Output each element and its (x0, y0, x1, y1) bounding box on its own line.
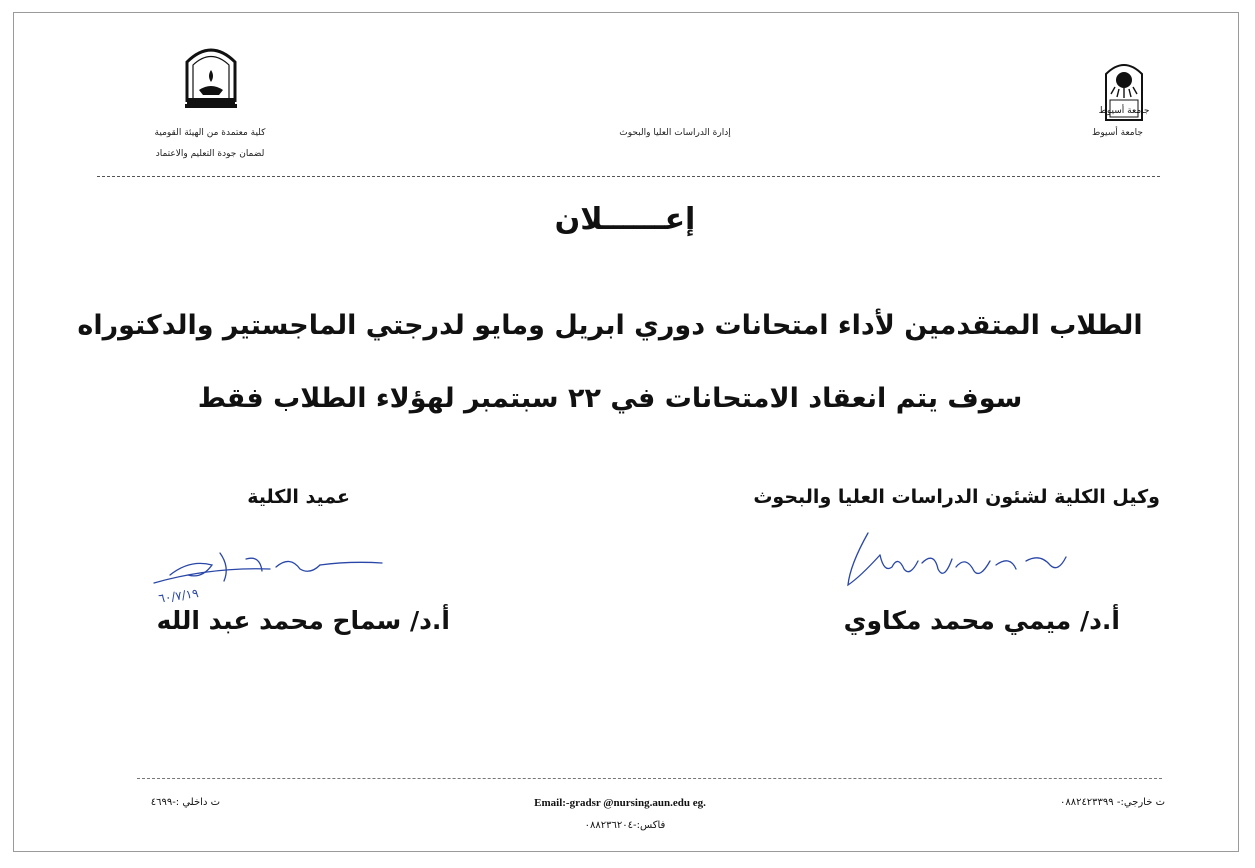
announcement-line-1: الطلاب المتقدمين لأداء امتحانات دوري ابريل ومايو لدرجتي الماجستير والدكتوراه (77, 310, 1143, 341)
footer-divider (137, 778, 1162, 779)
handwritten-signature-icon (150, 545, 400, 615)
page-border (13, 12, 1239, 852)
faculty-of-nursing-logo-icon (181, 40, 241, 110)
vice-dean-signature (840, 525, 1090, 600)
external-phone: ت خارجي:- ٠٨٨٢٤٢٣٣٩٩ (1059, 797, 1165, 808)
faculty-logo (181, 40, 241, 110)
vice-dean-title: وكيل الكلية لشئون الدراسات العليا والبحوث (753, 486, 1160, 508)
fax-number: فاكس:-٠٨٨٢٣٦٢٠٤ (584, 820, 666, 831)
email-address: Email:-gradsr @nursing.aun.edu eg. (534, 797, 706, 809)
internal-phone: ت داخلي :-٤٦٩٩ (150, 797, 220, 808)
header-divider (97, 176, 1160, 177)
handwritten-signature-icon (840, 525, 1090, 600)
accreditation-line-1: كلية معتمدة من الهيئة القومية (154, 128, 266, 138)
dean-name: أ.د/ سماح محمد عبد الله (156, 606, 450, 635)
dean-signature (150, 545, 400, 615)
department-name: إدارة الدراسات العليا والبحوث (619, 128, 731, 138)
logo-lettering: جامعة أسيوط (1098, 106, 1150, 116)
vice-dean-name: أ.د/ ميمي محمد مكاوي (843, 606, 1120, 635)
assiut-university-logo-icon (1098, 60, 1150, 122)
university-logo (1098, 60, 1150, 122)
announcement-line-2: سوف يتم انعقاد الامتحانات في ٢٢ سبتمبر لهؤلاء الطلاب فقط (197, 383, 1023, 414)
announcement-title: إعــــــلان (554, 202, 696, 237)
dean-title: عميد الكلية (247, 486, 350, 508)
accreditation-line-2: لضمان جودة التعليم والاعتماد (155, 149, 265, 159)
dean-signature-date: ٦٠/٧/١٩ (157, 586, 200, 606)
university-name: جامعة أسيوط (1092, 128, 1143, 138)
